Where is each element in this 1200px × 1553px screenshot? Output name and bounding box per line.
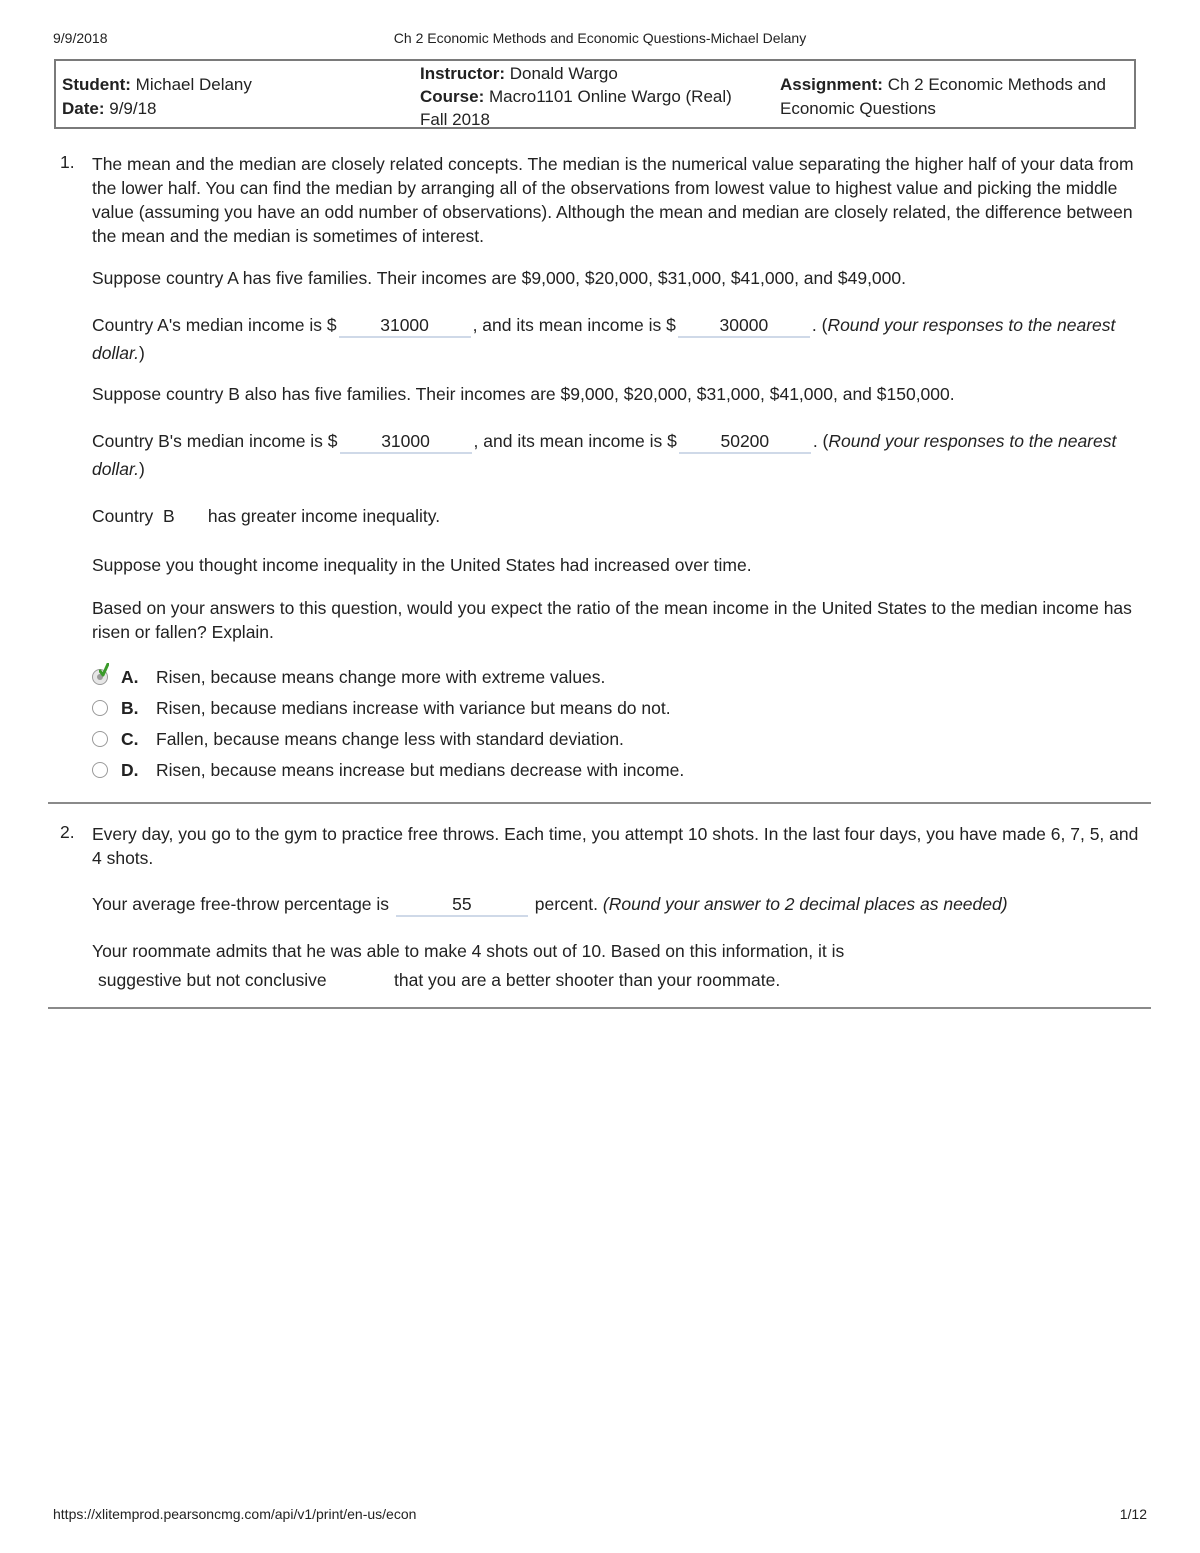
option-c-radio[interactable] bbox=[92, 731, 108, 747]
round-note: Round your responses to the nearest dollar. bbox=[92, 315, 1116, 363]
country-b-mean-input[interactable]: 50200 bbox=[679, 430, 811, 454]
assignment-label: Assignment: bbox=[780, 75, 883, 94]
option-b-radio[interactable] bbox=[92, 700, 108, 716]
inequality-answer-select[interactable]: B bbox=[163, 506, 175, 526]
country-b-answer-row bbox=[92, 427, 1142, 483]
round-suffix: ) bbox=[139, 343, 145, 363]
print-date: 9/9/2018 bbox=[53, 30, 108, 46]
country-a-setup: Suppose country A has five families. Their incomes are $9,000, $20,000, $31,000, $41,000, and $49,000. bbox=[92, 268, 906, 288]
option-b[interactable] bbox=[90, 698, 990, 729]
round-prefix: . ( bbox=[811, 315, 828, 335]
option-c[interactable] bbox=[90, 729, 990, 760]
inequality-row bbox=[92, 504, 1142, 528]
round-prefix: . ( bbox=[812, 431, 829, 451]
print-title: Ch 2 Economic Methods and Economic Questions-Michael Delany bbox=[393, 30, 807, 46]
check-icon bbox=[99, 663, 109, 677]
course-info bbox=[420, 62, 780, 131]
roommate-answer-select[interactable]: suggestive but not conclusive bbox=[98, 970, 327, 990]
page-number: 1/12 bbox=[1119, 1506, 1147, 1522]
assignment-info bbox=[780, 73, 1130, 121]
question-1-number: 1. bbox=[60, 152, 75, 172]
page-footer bbox=[53, 1506, 1147, 1526]
page-header bbox=[53, 30, 1147, 50]
question-2-number: 2. bbox=[60, 822, 75, 842]
assignment-name: Ch 2 Economic Methods and Economic Questions bbox=[780, 75, 1106, 118]
country-a-median-input[interactable]: 31000 bbox=[339, 314, 471, 338]
average-input[interactable]: 55 bbox=[396, 893, 528, 917]
option-a[interactable] bbox=[90, 667, 990, 698]
option-b-text: Risen, because medians increase with variance but means do not. bbox=[156, 698, 671, 718]
instructor-name: Donald Wargo bbox=[509, 64, 618, 83]
option-a-letter: A. bbox=[121, 667, 139, 687]
option-a-text: Risen, because means change more with extreme values. bbox=[156, 667, 606, 687]
roommate-answer-row bbox=[92, 968, 1142, 992]
average-prefix: Your average free-throw percentage is bbox=[92, 894, 390, 914]
roommate-text: Your roommate admits that he was able to make 4 shots out of 10. Based on this information, it is bbox=[92, 941, 845, 961]
country-b-median-prefix: Country B's median income is $ bbox=[92, 431, 338, 451]
country-a-median-prefix: Country A's median income is $ bbox=[92, 315, 337, 335]
answer-options bbox=[90, 667, 990, 791]
option-b-letter: B. bbox=[121, 698, 139, 718]
assignment-date: 9/9/18 bbox=[109, 99, 157, 118]
country-b-median-input[interactable]: 31000 bbox=[340, 430, 472, 454]
country-a-mean-prefix: , and its mean income is $ bbox=[472, 315, 676, 335]
date-label: Date: bbox=[62, 99, 105, 118]
print-url: https://xlitemprod.pearsoncmg.com/api/v1/print/en-us/econ bbox=[53, 1506, 417, 1522]
course-term: Fall 2018 bbox=[420, 110, 490, 129]
question-divider bbox=[48, 802, 1151, 804]
average-note: (Round your answer to 2 decimal places as needed) bbox=[602, 894, 1008, 914]
question-divider bbox=[48, 1007, 1151, 1009]
us-question: Based on your answers to this question, would you expect the ratio of the mean income in the United States to the median income has risen or fallen? Explain. bbox=[92, 598, 1132, 642]
question-1-intro: The mean and the median are closely related concepts. The median is the numerical value separating the higher half of your data from the lower half. You can find the median by arranging all of the observations from lowest value to highest value and picking the middle value (assuming you have an odd number of observations). Although the mean and median are closely related, the difference between the mean and the median is sometimes of interest. bbox=[92, 154, 1134, 246]
student-info bbox=[62, 73, 412, 121]
roommate-suffix: that you are a better shooter than your roommate. bbox=[394, 970, 781, 990]
average-row bbox=[92, 890, 1142, 918]
question-2-intro: Every day, you go to the gym to practice free throws. Each time, you attempt 10 shots. In the last four days, you have made 6, 7, 5, and 4 shots. bbox=[92, 824, 1139, 868]
inequality-prefix: Country bbox=[92, 506, 154, 526]
course-label: Course: bbox=[420, 87, 485, 106]
option-c-letter: C. bbox=[121, 729, 139, 749]
instructor-label: Instructor: bbox=[420, 64, 505, 83]
option-d-letter: D. bbox=[121, 760, 139, 780]
option-d-text: Risen, because means increase but medians decrease with income. bbox=[156, 760, 685, 780]
round-suffix: ) bbox=[139, 459, 145, 479]
option-d-radio[interactable] bbox=[92, 762, 108, 778]
us-setup: Suppose you thought income inequality in the United States had increased over time. bbox=[92, 555, 752, 575]
course-name: Macro1101 Online Wargo (Real) bbox=[488, 87, 732, 106]
option-d[interactable] bbox=[90, 760, 990, 791]
country-a-mean-input[interactable]: 30000 bbox=[678, 314, 810, 338]
country-b-mean-prefix: , and its mean income is $ bbox=[473, 431, 677, 451]
average-suffix: percent. bbox=[534, 894, 599, 914]
inequality-suffix: has greater income inequality. bbox=[207, 506, 441, 526]
assignment-info-box bbox=[54, 59, 1136, 129]
option-c-text: Fallen, because means change less with standard deviation. bbox=[156, 729, 624, 749]
student-label: Student: bbox=[62, 75, 131, 94]
country-a-answer-row bbox=[92, 311, 1142, 367]
student-name: Michael Delany bbox=[135, 75, 252, 94]
round-note: Round your responses to the nearest dollar. bbox=[92, 431, 1117, 479]
country-b-setup: Suppose country B also has five families. Their incomes are $9,000, $20,000, $31,000, $41,000, and $150,000. bbox=[92, 384, 955, 404]
